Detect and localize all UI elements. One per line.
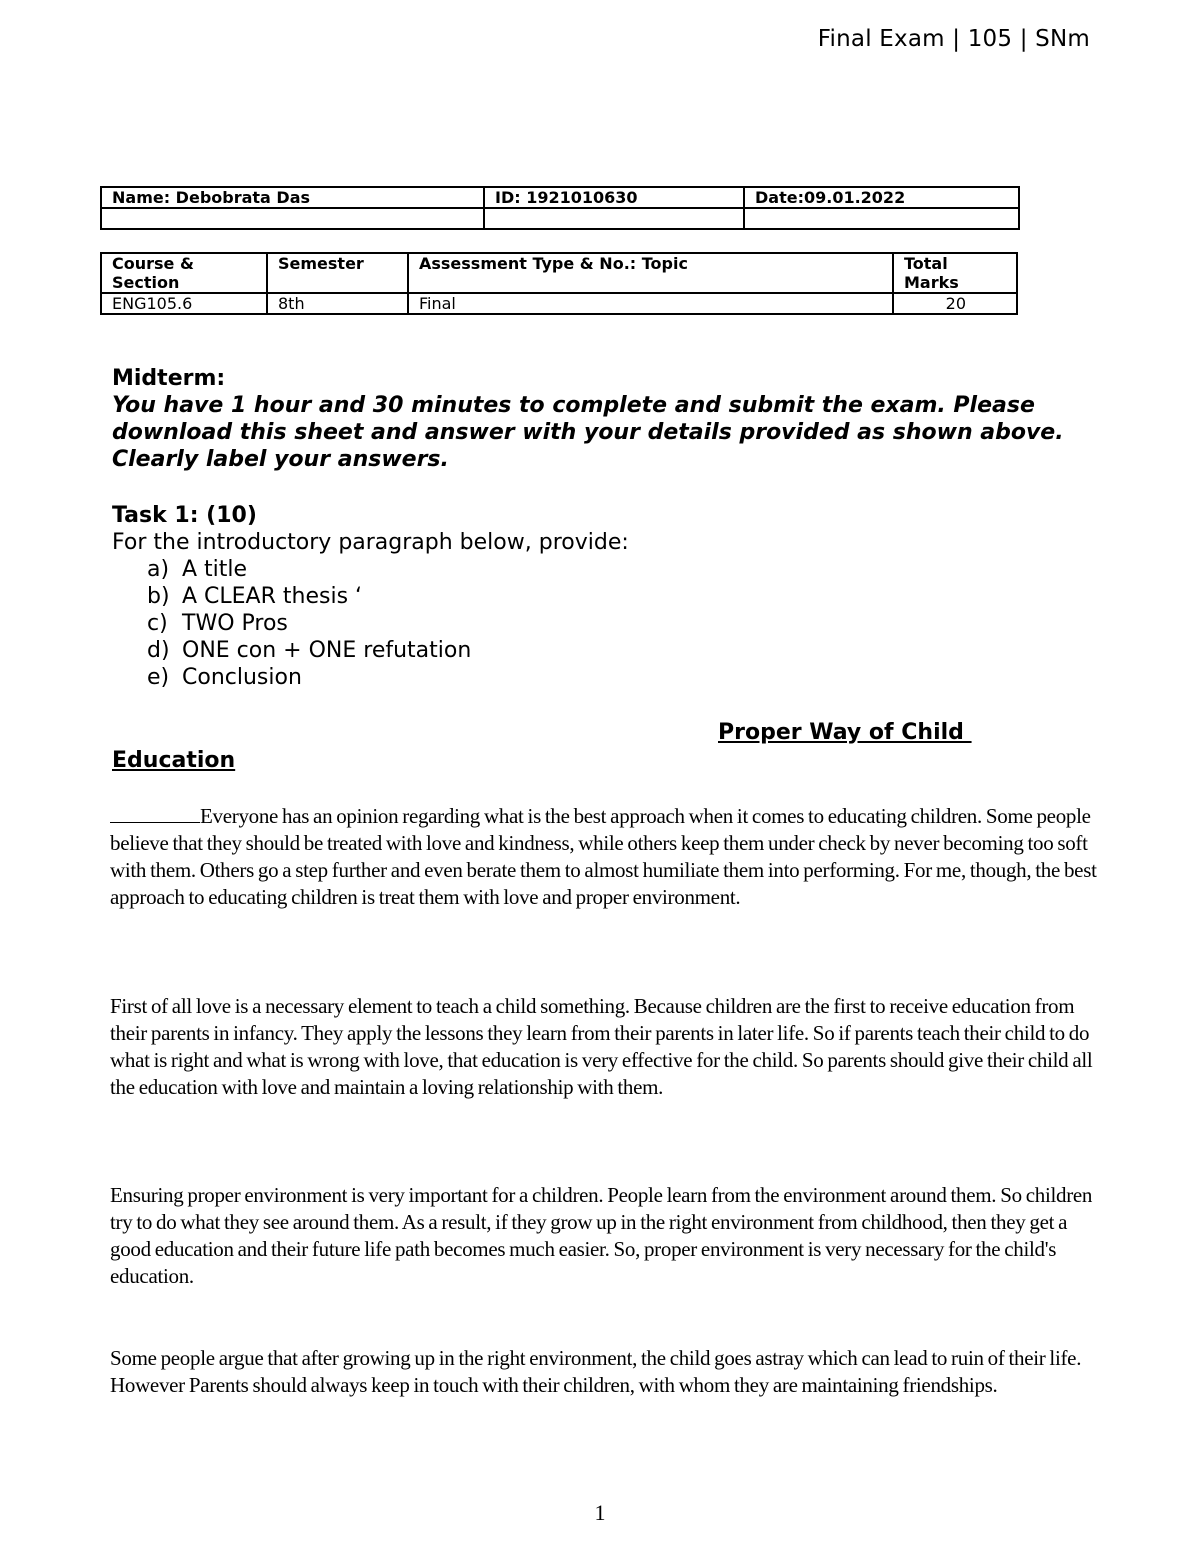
student-id-cell: ID: 1921010630: [484, 187, 744, 208]
course-info-table: [100, 252, 1018, 315]
semester-header: Semester: [267, 253, 408, 293]
blank-cell: [744, 208, 1019, 229]
task-item-text: A title: [182, 557, 248, 582]
instructions-text: You have 1 hour and 30 minutes to complete and submit the exam. Please download this sheet and answer with your details provided as shown above. Clearly label your answers.: [112, 393, 1064, 472]
instructions-section: [112, 365, 1072, 473]
course-section-header: Course & Section: [101, 253, 267, 293]
blank-cell: [101, 208, 484, 229]
blank-cell: [484, 208, 744, 229]
task-title: Task 1: (10): [112, 503, 257, 528]
task-item-marker: a): [147, 557, 170, 582]
task-section: [112, 502, 1072, 691]
task-item: [112, 637, 1072, 664]
assessment-type-header: Assessment Type & No.: Topic: [408, 253, 893, 293]
task-list: [112, 556, 1072, 691]
essay-paragraph-intro: [110, 803, 1100, 911]
exam-date-cell: Date:09.01.2022: [744, 187, 1019, 208]
task-item: [112, 610, 1072, 637]
essay-title-line1: Proper Way of Child: [718, 720, 972, 745]
instructions-title: Midterm:: [112, 366, 226, 391]
task-item: [112, 583, 1072, 610]
total-marks-value: 20: [893, 293, 1017, 314]
total-marks-header: Total Marks: [893, 253, 1017, 293]
task-intro: For the introductory paragraph below, provide:: [112, 530, 629, 555]
essay-title-line2: Education: [112, 748, 236, 773]
semester-value: 8th: [267, 293, 408, 314]
task-item-text: ONE con + ONE refutation: [182, 638, 472, 663]
task-item-text: Conclusion: [182, 665, 302, 690]
essay-paragraph-con: Some people argue that after growing up in the right environment, the child goes astray which can lead to ruin of their life. However Parents should always keep in touch with their children, with whom they are maintaining friendships.: [110, 1346, 1082, 1397]
task-item-text: TWO Pros: [182, 611, 288, 636]
student-info-table: [100, 186, 1020, 230]
task-item: [112, 664, 1072, 691]
page-header: Final Exam | 105 | SNm: [817, 26, 1090, 52]
student-name-cell: Name: Debobrata Das: [101, 187, 484, 208]
task-item-marker: e): [147, 665, 170, 690]
page-number: 1: [594, 1500, 606, 1525]
course-section-value: ENG105.6: [101, 293, 267, 314]
essay-paragraph-pro-1: First of all love is a necessary element to teach a child something. Because children are the first to receive education from their parents in infancy. They apply the lessons they learn from their parents in later life. So if parents teach their child to do what is right and what is wrong with love, that education is very effective for the child. So parents should give their child all the education with love and maintain a loving relationship with them.: [110, 994, 1093, 1099]
task-item-marker: b): [147, 584, 170, 609]
fill-in-blank-line: [110, 804, 200, 823]
task-item: [112, 556, 1072, 583]
task-item-marker: c): [147, 611, 168, 636]
task-item-text: A CLEAR thesis ‘: [182, 584, 363, 609]
assessment-type-value: Final: [408, 293, 893, 314]
essay-paragraph-pro-2: Ensuring proper environment is very important for a children. People learn from the environment around them. So children try to do what they see around them. As a result, if they grow up in the right environment from childhood, then they get a good education and their future life path becomes much easier. So, proper environment is very necessary for the child's education.: [110, 1183, 1093, 1288]
task-item-marker: d): [147, 638, 170, 663]
paragraph-text: Everyone has an opinion regarding what is the best approach when it comes to educating children. Some people believe that they should be treated with love and kindness, while others keep them under check by never becoming too soft with them. Others go a step further and even berate them to almost humiliate them into performing. For me, though, the best approach to educating children is treat them with love and proper environment.: [110, 804, 1097, 909]
